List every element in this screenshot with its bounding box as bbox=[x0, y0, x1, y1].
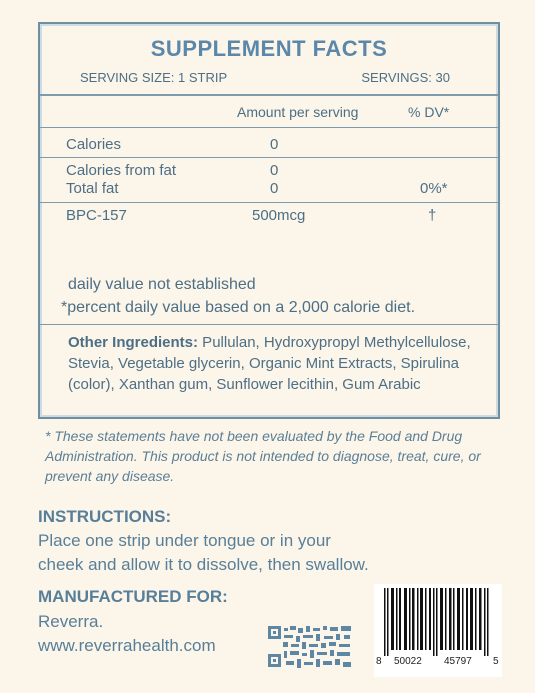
barcode-icon bbox=[382, 588, 494, 656]
row-calories-amount: 0 bbox=[270, 136, 279, 153]
manufacturer-heading: MANUFACTURED FOR: bbox=[38, 587, 228, 606]
supplement-facts-panel bbox=[38, 22, 500, 419]
manufacturer-name: Reverra. bbox=[38, 612, 104, 631]
footnote-daily-value: daily value not established bbox=[68, 276, 256, 293]
row-bpc-amount: 500mcg bbox=[252, 207, 306, 224]
row-total-fat-amount: 0 bbox=[270, 180, 279, 197]
barcode-right-group: 45797 bbox=[444, 656, 472, 667]
divider bbox=[40, 157, 498, 158]
divider bbox=[40, 127, 498, 128]
barcode-left-group: 50022 bbox=[394, 656, 422, 667]
row-calories-fat-amount: 0 bbox=[270, 162, 279, 179]
barcode bbox=[374, 584, 502, 677]
instructions-heading: INSTRUCTIONS: bbox=[38, 507, 172, 526]
row-total-fat-dv: 0%* bbox=[420, 180, 448, 197]
instructions-line-1: Place one strip under tongue or in your bbox=[38, 531, 331, 550]
ingredients-label: Other Ingredients: bbox=[68, 334, 199, 351]
other-ingredients bbox=[68, 332, 488, 395]
barcode-check-digit: 5 bbox=[493, 656, 499, 667]
footnote-percent-dv: *percent daily value based on a 2,000 calorie diet. bbox=[61, 299, 416, 316]
qr-code-icon bbox=[268, 626, 351, 669]
divider bbox=[40, 324, 498, 325]
row-bpc-name: BPC-157 bbox=[66, 207, 127, 224]
row-total-fat-name: Total fat bbox=[66, 180, 119, 197]
ingredients-text: Pullulan, Hydroxypropyl Methylcellulose, Stevia, Vegetable glycerin, Organic Mint Extracts, Spirulina (color), Xanthan gum, Sunflower lecithin, Gum Arabic bbox=[68, 334, 471, 393]
divider bbox=[40, 202, 498, 203]
serving-size: SERVING SIZE: 1 STRIP bbox=[80, 70, 228, 85]
servings-count: SERVINGS: 30 bbox=[361, 70, 450, 85]
manufacturer-website[interactable]: www.reverrahealth.com bbox=[38, 636, 216, 655]
column-header-dv: % DV* bbox=[408, 104, 450, 120]
row-bpc-dv: † bbox=[428, 207, 437, 224]
fda-disclaimer: * These statements have not been evaluated by the Food and Drug Administration. This product is not intended to diagnose, treat, cure, or prevent any disease. bbox=[45, 428, 481, 484]
row-calories-name: Calories bbox=[66, 136, 122, 153]
column-header-amount: Amount per serving bbox=[237, 104, 359, 120]
divider bbox=[40, 94, 498, 96]
row-calories-fat-name: Calories from fat bbox=[66, 162, 177, 179]
facts-title: SUPPLEMENT FACTS bbox=[150, 36, 388, 61]
barcode-first-digit: 8 bbox=[376, 656, 382, 667]
instructions-line-2: cheek and allow it to dissolve, then swallow. bbox=[38, 555, 369, 574]
